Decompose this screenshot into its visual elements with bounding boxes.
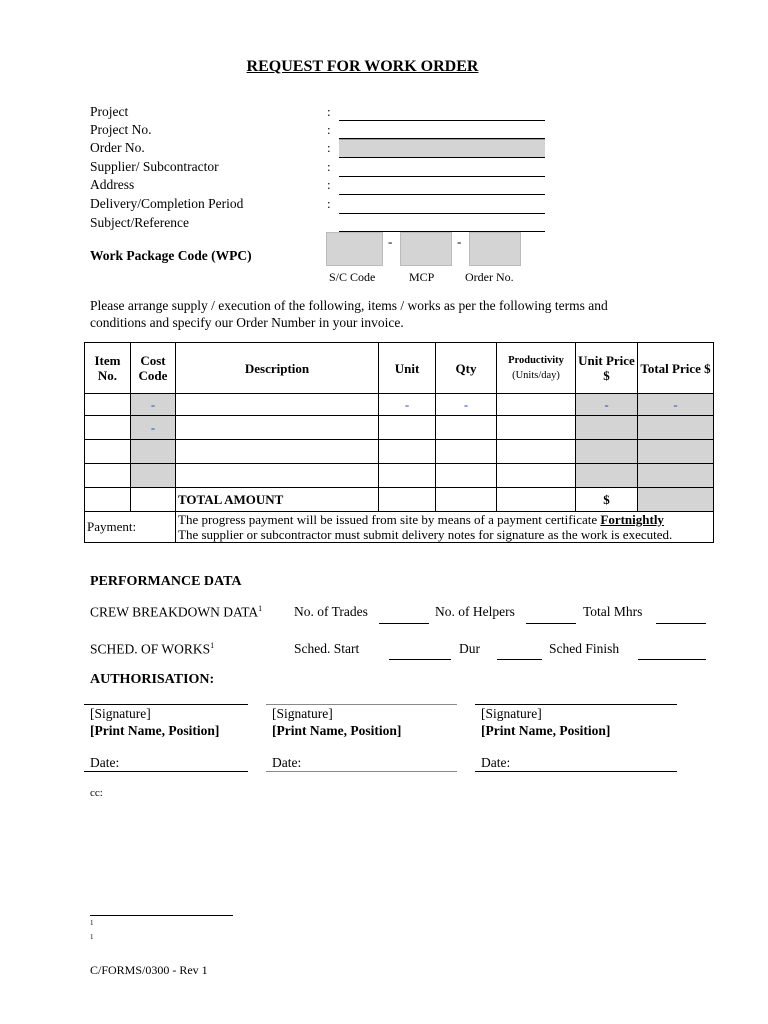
address-field[interactable] bbox=[339, 180, 545, 195]
table-row bbox=[85, 464, 714, 488]
productivity-cell[interactable] bbox=[497, 394, 576, 416]
header-description: Description bbox=[176, 343, 379, 394]
description-cell[interactable] bbox=[176, 394, 379, 416]
print-name-placeholder: [Print Name, Position] bbox=[90, 723, 220, 738]
helpers-label: No. of Helpers bbox=[435, 604, 515, 619]
signature-placeholder: [Signature] bbox=[272, 706, 333, 721]
date-label: Date: bbox=[272, 755, 302, 770]
payment-text: The progress payment will be issued from site by means of a payment certificate bbox=[178, 512, 598, 527]
signature-block-2 bbox=[272, 705, 401, 739]
crew-footnote-ref: 1 bbox=[258, 604, 263, 613]
total-amount-label: TOTAL AMOUNT bbox=[176, 488, 379, 512]
intro-paragraph: Please arrange supply / execution of the following, items / works as per the following terms and conditions and specify our Order Number in your invoice. bbox=[90, 298, 608, 330]
date-field[interactable] bbox=[475, 771, 677, 772]
payment-row bbox=[85, 512, 714, 543]
header-unit-price: Unit Price $ bbox=[576, 343, 638, 394]
total-amount-cell[interactable] bbox=[638, 488, 714, 512]
sched-start-field[interactable] bbox=[389, 645, 451, 660]
project-field[interactable] bbox=[339, 106, 545, 121]
total-row bbox=[85, 488, 714, 512]
print-name-placeholder: [Print Name, Position] bbox=[481, 723, 611, 738]
qty-cell[interactable] bbox=[436, 416, 497, 440]
description-cell[interactable] bbox=[176, 464, 379, 488]
date-label: Date: bbox=[90, 755, 120, 770]
wpc-dash: - bbox=[457, 234, 462, 249]
subject-field[interactable] bbox=[339, 217, 545, 232]
trades-field[interactable] bbox=[379, 609, 429, 624]
item-no-cell[interactable] bbox=[85, 394, 131, 416]
address-colon: : bbox=[327, 177, 331, 192]
wpc-mcp-box[interactable] bbox=[400, 232, 452, 266]
footnote-2: 1 bbox=[90, 933, 94, 941]
trades-label: No. of Trades bbox=[294, 604, 368, 619]
description-cell[interactable] bbox=[176, 416, 379, 440]
total-price-cell[interactable] bbox=[638, 440, 714, 464]
unit-cell[interactable] bbox=[379, 464, 436, 488]
total-row-blank bbox=[131, 488, 176, 512]
sched-start-label: Sched. Start bbox=[294, 641, 360, 656]
payment-terms bbox=[176, 512, 714, 543]
page-title: REQUEST FOR WORK ORDER bbox=[246, 58, 479, 75]
signature-block-3 bbox=[481, 705, 610, 739]
table-row bbox=[85, 394, 714, 416]
dur-field[interactable] bbox=[497, 645, 542, 660]
total-currency: $ bbox=[576, 488, 638, 512]
wpc-sc-code-box[interactable] bbox=[326, 232, 383, 266]
date-label: Date: bbox=[481, 755, 511, 770]
cost-code-cell[interactable]: - bbox=[131, 394, 176, 416]
wpc-dash: - bbox=[388, 234, 393, 249]
total-row-blank bbox=[379, 488, 436, 512]
project-no-colon: : bbox=[327, 122, 331, 137]
table-row bbox=[85, 440, 714, 464]
item-no-cell[interactable] bbox=[85, 464, 131, 488]
unit-cell[interactable] bbox=[379, 440, 436, 464]
table-row bbox=[85, 416, 714, 440]
sched-of-works-text: SCHED. OF WORKS bbox=[90, 641, 211, 657]
unit-cell[interactable]: - bbox=[379, 394, 436, 416]
sched-finish-field[interactable] bbox=[638, 645, 706, 660]
signature-placeholder: [Signature] bbox=[481, 706, 542, 721]
productivity-cell[interactable] bbox=[497, 416, 576, 440]
total-price-cell[interactable]: - bbox=[638, 394, 714, 416]
qty-cell[interactable] bbox=[436, 440, 497, 464]
cost-code-cell[interactable] bbox=[131, 464, 176, 488]
performance-heading: PERFORMANCE DATA bbox=[90, 574, 242, 589]
productivity-cell[interactable] bbox=[497, 464, 576, 488]
qty-cell[interactable] bbox=[436, 464, 497, 488]
item-no-cell[interactable] bbox=[85, 416, 131, 440]
order-no-field[interactable] bbox=[339, 139, 545, 158]
authorisation-heading: AUTHORISATION: bbox=[90, 672, 215, 687]
wpc-order-no-box[interactable] bbox=[469, 232, 521, 266]
cc-label: cc: bbox=[90, 787, 103, 799]
order-no-label: Order No. bbox=[90, 140, 145, 155]
project-colon: : bbox=[327, 104, 331, 119]
print-name-placeholder: [Print Name, Position] bbox=[272, 723, 402, 738]
subject-label: Subject/Reference bbox=[90, 215, 189, 230]
total-mhrs-field[interactable] bbox=[656, 609, 706, 624]
item-no-cell[interactable] bbox=[85, 440, 131, 464]
date-field[interactable] bbox=[266, 771, 457, 772]
signature-placeholder: [Signature] bbox=[90, 706, 151, 721]
crew-breakdown-label bbox=[90, 604, 262, 621]
sched-footnote-ref: 1 bbox=[210, 641, 215, 650]
description-cell[interactable] bbox=[176, 440, 379, 464]
order-no-colon: : bbox=[327, 140, 331, 155]
helpers-field[interactable] bbox=[526, 609, 576, 624]
signature-block-1 bbox=[90, 705, 219, 739]
payment-label: Payment: bbox=[85, 512, 176, 543]
project-label: Project bbox=[90, 104, 129, 119]
header-productivity bbox=[497, 343, 576, 394]
supplier-colon: : bbox=[327, 159, 331, 174]
total-price-cell[interactable] bbox=[638, 464, 714, 488]
sched-finish-label: Sched Finish bbox=[549, 641, 620, 656]
supplier-field[interactable] bbox=[339, 162, 545, 177]
supplier-label: Supplier/ Subcontractor bbox=[90, 159, 219, 174]
header-productivity-unit: (Units/day) bbox=[512, 370, 560, 381]
delivery-period-field[interactable] bbox=[339, 199, 545, 214]
unit-price-cell[interactable] bbox=[576, 464, 638, 488]
total-mhrs-label: Total Mhrs bbox=[583, 604, 643, 619]
form-code: C/FORMS/0300 - Rev 1 bbox=[90, 963, 208, 977]
address-label: Address bbox=[90, 177, 135, 192]
delivery-period-colon: : bbox=[327, 196, 331, 211]
unit-price-cell[interactable] bbox=[576, 416, 638, 440]
unit-cell[interactable] bbox=[379, 416, 436, 440]
payment-frequency: Fortnightly bbox=[600, 512, 664, 527]
total-row-blank bbox=[497, 488, 576, 512]
dur-label: Dur bbox=[459, 641, 480, 656]
crew-breakdown-text: CREW BREAKDOWN DATA bbox=[90, 604, 259, 620]
header-qty: Qty bbox=[436, 343, 497, 394]
total-row-blank bbox=[436, 488, 497, 512]
header-total-price: Total Price $ bbox=[638, 343, 714, 394]
productivity-cell[interactable] bbox=[497, 440, 576, 464]
header-unit: Unit bbox=[379, 343, 436, 394]
sched-of-works-label bbox=[90, 641, 214, 658]
wpc-caption-mcp: MCP bbox=[409, 270, 435, 284]
table-header-row bbox=[85, 343, 714, 394]
project-no-field[interactable] bbox=[339, 124, 545, 139]
project-no-label: Project No. bbox=[90, 122, 152, 137]
qty-cell[interactable]: - bbox=[436, 394, 497, 416]
total-price-cell[interactable] bbox=[638, 416, 714, 440]
header-productivity-label: Productivity bbox=[508, 355, 564, 366]
header-item-no: Item No. bbox=[85, 343, 131, 394]
total-row-blank bbox=[85, 488, 131, 512]
items-table bbox=[84, 342, 714, 543]
wpc-caption-sc-code: S/C Code bbox=[329, 270, 376, 284]
unit-price-cell[interactable]: - bbox=[576, 394, 638, 416]
date-field[interactable] bbox=[84, 771, 248, 772]
wpc-label: Work Package Code (WPC) bbox=[90, 248, 252, 263]
cost-code-cell[interactable]: - bbox=[131, 416, 176, 440]
payment-text-2: The supplier or subcontractor must submit delivery notes for signature as the work is executed. bbox=[178, 527, 673, 542]
header-cost-code: Cost Code bbox=[131, 343, 176, 394]
footnote-1: 1 bbox=[90, 919, 94, 927]
cost-code-cell[interactable] bbox=[131, 440, 176, 464]
unit-price-cell[interactable] bbox=[576, 440, 638, 464]
wpc-caption-order-no: Order No. bbox=[465, 270, 514, 284]
footnote-rule bbox=[90, 915, 233, 916]
delivery-period-label: Delivery/Completion Period bbox=[90, 196, 244, 211]
